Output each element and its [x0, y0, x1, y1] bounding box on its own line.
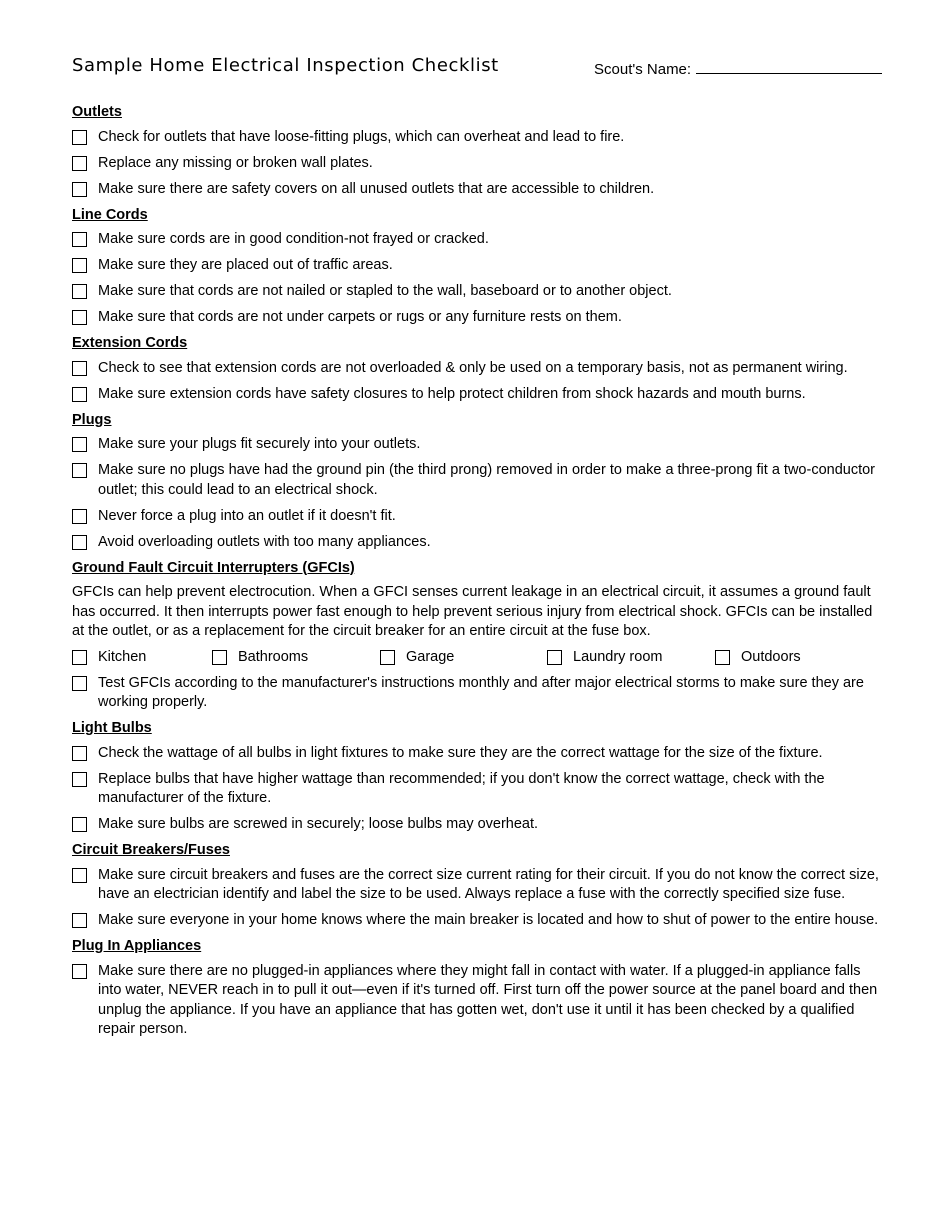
checklist-item — [72, 230, 880, 250]
checkbox[interactable] — [72, 746, 87, 761]
checklist-item — [72, 962, 880, 1040]
item-text: Make sure no plugs have had the ground pin (the third prong) removed in order to make a three-prong fit a two-conductor outlet; this could lead to an electrical shock. — [98, 462, 875, 498]
option-label: Laundry room — [573, 648, 663, 665]
checklist-item — [72, 359, 880, 379]
item-text: Make sure circuit breakers and fuses are the correct size current rating for their circuit. If you do not know the correct size, have an electrician identify and label the size to be used. Always replace a fuse with the correctly specified size fuse. — [98, 866, 879, 902]
item-text: Replace bulbs that have higher wattage than recommended; if you don't know the correct wattage, check with the manufacturer of the fixture. — [98, 770, 825, 806]
checklist-item — [72, 308, 880, 328]
checkbox[interactable] — [72, 535, 87, 550]
option-label: Outdoors — [741, 648, 801, 665]
scout-name-label: Scout's Name: — [594, 61, 692, 78]
section-heading-gfci: Ground Fault Circuit Interrupters (GFCIs) — [72, 559, 355, 576]
checkbox[interactable] — [547, 650, 562, 665]
checkbox[interactable] — [72, 258, 87, 273]
item-text: Make sure your plugs fit securely into your outlets. — [98, 436, 421, 452]
checklist-item — [72, 282, 880, 302]
checkbox[interactable] — [72, 772, 87, 787]
checkbox[interactable] — [72, 387, 87, 402]
checklist-body — [72, 102, 880, 1046]
option-label: Kitchen — [98, 648, 147, 665]
checkbox[interactable] — [72, 182, 87, 197]
item-text: Make sure there are no plugged-in appliances where they might fall in contact with water. If a plugged-in appliance falls into water, NEVER reach in to pull it out—even if it's turned off. First turn off the power source at the panel board and then unplug the appliance. If you have an appliance that has gotten wet, don't use it until it has been checked by a qualified repair person. — [98, 962, 878, 1037]
checklist-item — [72, 154, 880, 174]
gfci-location-row — [72, 648, 880, 668]
item-text: Make sure there are safety covers on all unused outlets that are accessible to children. — [98, 180, 655, 197]
checkbox[interactable] — [72, 964, 87, 979]
item-text: Make sure bulbs are screwed in securely; loose bulbs may overheat. — [98, 816, 539, 832]
gfci-description: GFCIs can help prevent electrocution. When a GFCI senses current leakage in an electrical circuit, it assumes a ground fault has occurred. It then interrupts power fast enough to help prevent serious injury from electrical shock. GFCIs can be installed at the outlet, or as a replacement for the circuit breaker for an entire circuit at the fuse box. — [72, 584, 873, 639]
scout-name-line[interactable] — [696, 59, 882, 74]
option-label: Bathrooms — [238, 648, 309, 665]
item-text: Make sure cords are in good condition-not frayed or cracked. — [98, 231, 489, 247]
checklist-item — [72, 435, 880, 455]
section-heading-outlets: Outlets — [72, 104, 122, 120]
section-heading-plugs: Plugs — [72, 411, 112, 428]
section-heading-light-bulbs: Light Bulbs — [72, 720, 152, 736]
checkbox[interactable] — [72, 868, 87, 883]
item-text: Check for outlets that have loose-fitting plugs, which can overheat and lead to fire. — [98, 128, 625, 145]
gfci-option-kitchen[interactable] — [72, 648, 212, 668]
item-text: Make sure that cords are not nailed or stapled to the wall, baseboard or to another object. — [98, 283, 672, 299]
item-text: Replace any missing or broken wall plates. — [98, 154, 373, 171]
gfci-option-bathrooms[interactable] — [212, 648, 380, 668]
checkbox[interactable] — [72, 130, 87, 145]
item-text: Never force a plug into an outlet if it doesn't fit. — [98, 507, 396, 524]
checklist-item — [72, 744, 880, 764]
checklist-item — [72, 461, 880, 500]
checkbox[interactable] — [72, 232, 87, 247]
checklist-item — [72, 507, 880, 527]
checklist-item — [72, 911, 880, 931]
checkbox[interactable] — [72, 509, 87, 524]
checklist-item — [72, 128, 880, 148]
section-heading-circuit-breakers: Circuit Breakers/Fuses — [72, 842, 230, 858]
section-heading-plug-in-appliances: Plug In Appliances — [72, 938, 202, 954]
item-text: Avoid overloading outlets with too many appliances. — [98, 533, 431, 550]
checkbox[interactable] — [380, 650, 395, 665]
checkbox[interactable] — [72, 650, 87, 665]
checkbox[interactable] — [715, 650, 730, 665]
gfci-option-outdoors[interactable] — [715, 648, 801, 668]
checklist-item — [72, 674, 880, 713]
item-text: Test GFCIs according to the manufacturer's instructions monthly and after major electrical storms to make sure they are working properly. — [98, 674, 864, 710]
checkbox[interactable] — [72, 310, 87, 325]
checkbox[interactable] — [212, 650, 227, 665]
checklist-item — [72, 385, 880, 405]
item-text: Make sure extension cords have safety closures to help protect children from shock hazards and mouth burns. — [98, 385, 806, 402]
checklist-item — [72, 770, 880, 809]
checklist-item — [72, 180, 880, 200]
checkbox[interactable] — [72, 913, 87, 928]
item-text: Make sure everyone in your home knows where the main breaker is located and how to shut of power to the entire house. — [98, 912, 879, 928]
item-text: Check the wattage of all bulbs in light fixtures to make sure they are the correct wattage for the size of the fixture. — [98, 744, 823, 761]
gfci-option-laundry-room[interactable] — [547, 648, 715, 668]
checklist-item — [72, 256, 880, 276]
item-text: Check to see that extension cords are not overloaded & only be used on a temporary basis, not as permanent wiring. — [98, 359, 848, 376]
item-text: Make sure that cords are not under carpets or rugs or any furniture rests on them. — [98, 309, 622, 325]
checklist-item — [72, 533, 880, 553]
checkbox[interactable] — [72, 361, 87, 376]
option-label: Garage — [406, 648, 455, 665]
checkbox[interactable] — [72, 284, 87, 299]
page-title: Sample Home Electrical Inspection Checklist — [72, 55, 499, 76]
checklist-item — [72, 815, 880, 835]
checkbox[interactable] — [72, 463, 87, 478]
section-heading-line-cords: Line Cords — [72, 206, 148, 223]
scout-name-field[interactable] — [594, 59, 882, 78]
gfci-option-garage[interactable] — [380, 648, 547, 668]
checkbox[interactable] — [72, 676, 87, 691]
checkbox[interactable] — [72, 437, 87, 452]
checkbox[interactable] — [72, 817, 87, 832]
checklist-item — [72, 866, 880, 905]
checkbox[interactable] — [72, 156, 87, 171]
section-heading-extension-cords: Extension Cords — [72, 335, 188, 351]
item-text: Make sure they are placed out of traffic areas. — [98, 257, 393, 273]
